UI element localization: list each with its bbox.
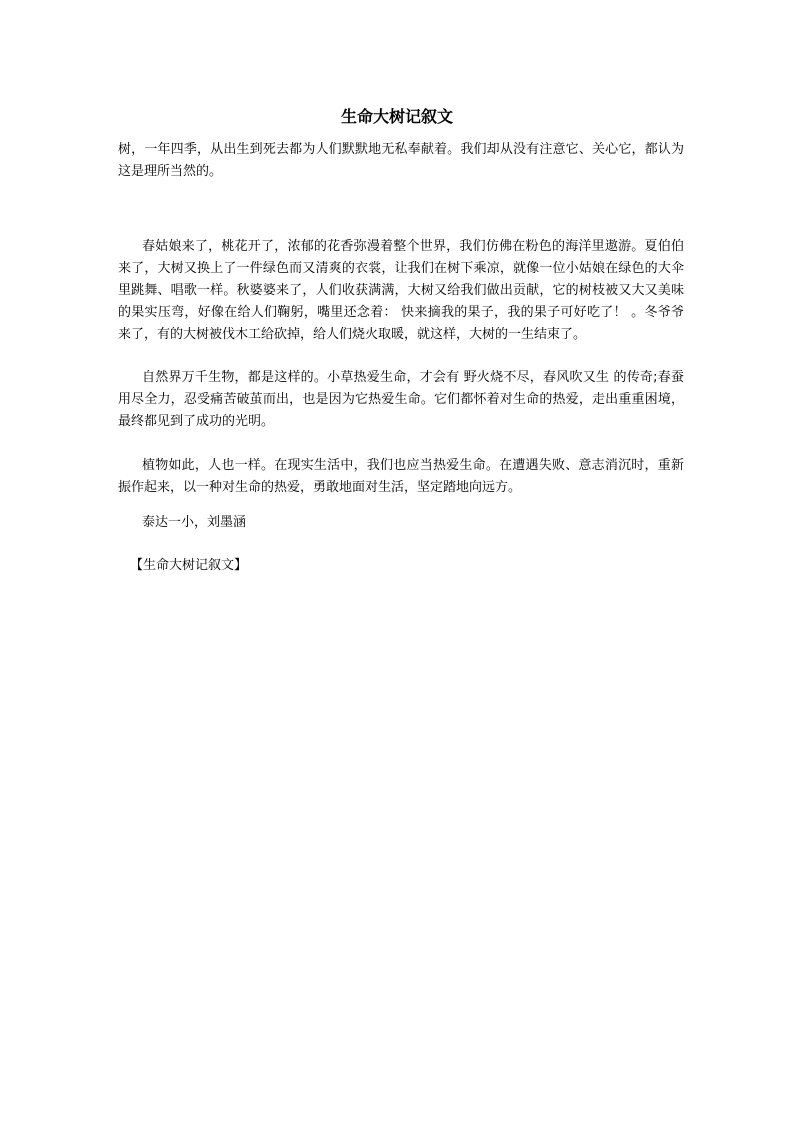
paragraph-nature: 自然界万千生物，都是这样的。小草热爱生命，才会有 野火烧不尽，春风吹又生 的传奇;春蚕用尽全力，忍受痛苦破茧而出，也是因为它热爱生命。它们都怀着对生命的热爱，走出重重困境，最终都见到了成功的光明。: [118, 370, 684, 429]
paragraph-people: 植物如此，人也一样。在现实生活中，我们也应当热爱生命。在遭遇失败、意志消沉时，重新振作起来，以一种对生命的热爱，勇敢地面对生活，坚定踏地向远方。: [118, 458, 684, 495]
document-tag: 【生命大树记叙文】: [130, 558, 248, 573]
paragraph-seasons: 春姑娘来了，桃花开了，浓郁的花香弥漫着整个世界，我们仿佛在粉色的海洋里遨游。夏伯伯来了，大树又换上了一件绿色而又清爽的衣裳，让我们在树下乘凉，就像一位小姑娘在绿色的大伞里跳舞、唱歌一样。秋婆婆来了，人们收获满满，大树又给我们做出贡献，它的树枝被又大又美味的果实压弯，好像在给人们鞠躬，嘴里还念着： 快来摘我的果子，我的果子可好吃了！ 。冬爷爷来了，有的大树被伐木工给砍掉，给人们烧火取暖，就这样，大树的一生结束了。: [118, 239, 684, 342]
paragraph-intro: 树，一年四季，从出生到死去都为人们默默地无私奉献着。我们却从没有注意它、关心它，都认为这是理所当然的。: [118, 142, 684, 179]
document-title: 生命大树记叙文: [340, 107, 453, 126]
author-line: 泰达一小，刘墨涵: [142, 515, 247, 530]
